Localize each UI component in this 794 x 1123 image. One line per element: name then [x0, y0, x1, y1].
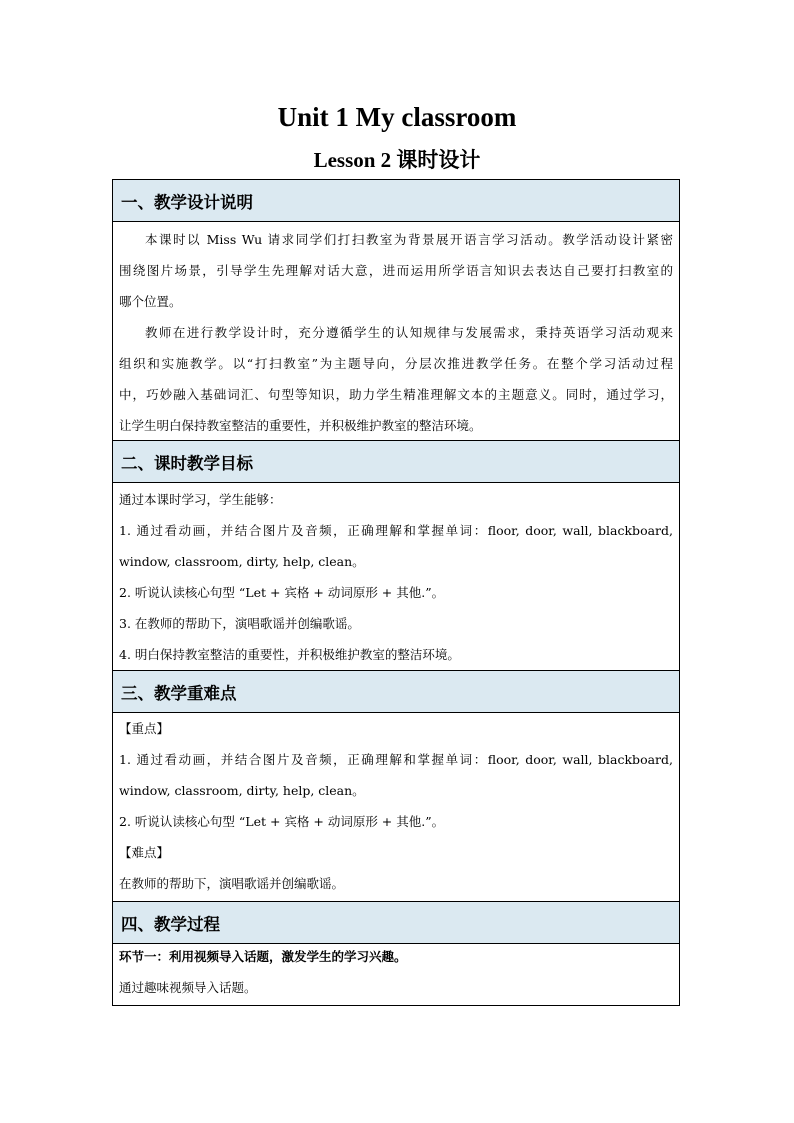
process-step-title: 环节一：利用视频导入话题，激发学生的学习兴趣。: [119, 949, 407, 964]
difficulty-label: 【难点】: [119, 845, 170, 860]
key-point-line: window, classroom, dirty, help, clean。: [119, 783, 365, 798]
key-point-label: 【重点】: [119, 721, 170, 736]
paragraph-line: 组织和实施教学。以“打扫教室”为主题导向，分层次推进教学任务。在整个学习活动过程: [119, 356, 673, 371]
paragraph-line: 围绕图片场景，引导学生先理解对话大意，进而运用所学语言知识去表达自己要打扫教室的: [119, 263, 673, 278]
section-heading-objectives: 二、课时教学目标: [113, 441, 679, 483]
process-step-line: 通过趣味视频导入话题。: [119, 980, 257, 995]
section-heading-process: 四、教学过程: [113, 902, 679, 944]
paragraph-line: 中，巧妙融入基础词汇、句型等知识，助力学生精准理解文本的主题意义。同时，通过学习，: [119, 387, 673, 402]
paragraph-line: 本课时以 Miss Wu 请求同学们打扫教室为背景展开语言学习活动。教学活动设计紧密: [145, 232, 673, 247]
paragraph-line: 让学生明白保持教室整洁的重要性，并积极维护教室的整洁环境。: [119, 418, 482, 433]
objective-line: window, classroom, dirty, help, clean。: [119, 554, 365, 569]
objective-line: 3. 在教师的帮助下，演唱歌谣并创编歌谣。: [119, 616, 360, 631]
difficulty-line: 在教师的帮助下，演唱歌谣并创编歌谣。: [119, 876, 345, 891]
objective-line: 通过本课时学习，学生能够：: [119, 492, 282, 507]
key-point-line: 1. 通过看动画，并结合图片及音频，正确理解和掌握单词：floor, door, wall, blackboard,: [119, 752, 673, 767]
section-heading-design-notes: 一、教学设计说明: [113, 180, 679, 222]
key-point-line: 2. 听说认读核心句型 “Let + 宾格 + 动词原形 + 其他.”。: [119, 814, 445, 829]
lesson-plan-table: [112, 179, 680, 1006]
objective-line: 4. 明白保持教室整洁的重要性，并积极维护教室的整洁环境。: [119, 647, 460, 662]
paragraph-line: 哪个位置。: [119, 294, 182, 309]
document-title: Unit 1 My classroom: [277, 102, 517, 132]
document-subtitle: Lesson 2 课时设计: [313, 148, 481, 172]
section-body-key-points: [113, 713, 679, 902]
objective-line: 2. 听说认读核心句型 “Let + 宾格 + 动词原形 + 其他.”。: [119, 585, 445, 600]
section-heading-key-points: 三、教学重难点: [113, 671, 679, 713]
objective-line: 1. 通过看动画，并结合图片及音频，正确理解和掌握单词：floor, door, wall, blackboard,: [119, 523, 673, 538]
section-body-design-notes: [113, 222, 679, 441]
section-body-process: [113, 944, 679, 1005]
section-body-objectives: [113, 483, 679, 671]
paragraph-line: 教师在进行教学设计时，充分遵循学生的认知规律与发展需求，秉持英语学习活动观来: [145, 325, 673, 340]
